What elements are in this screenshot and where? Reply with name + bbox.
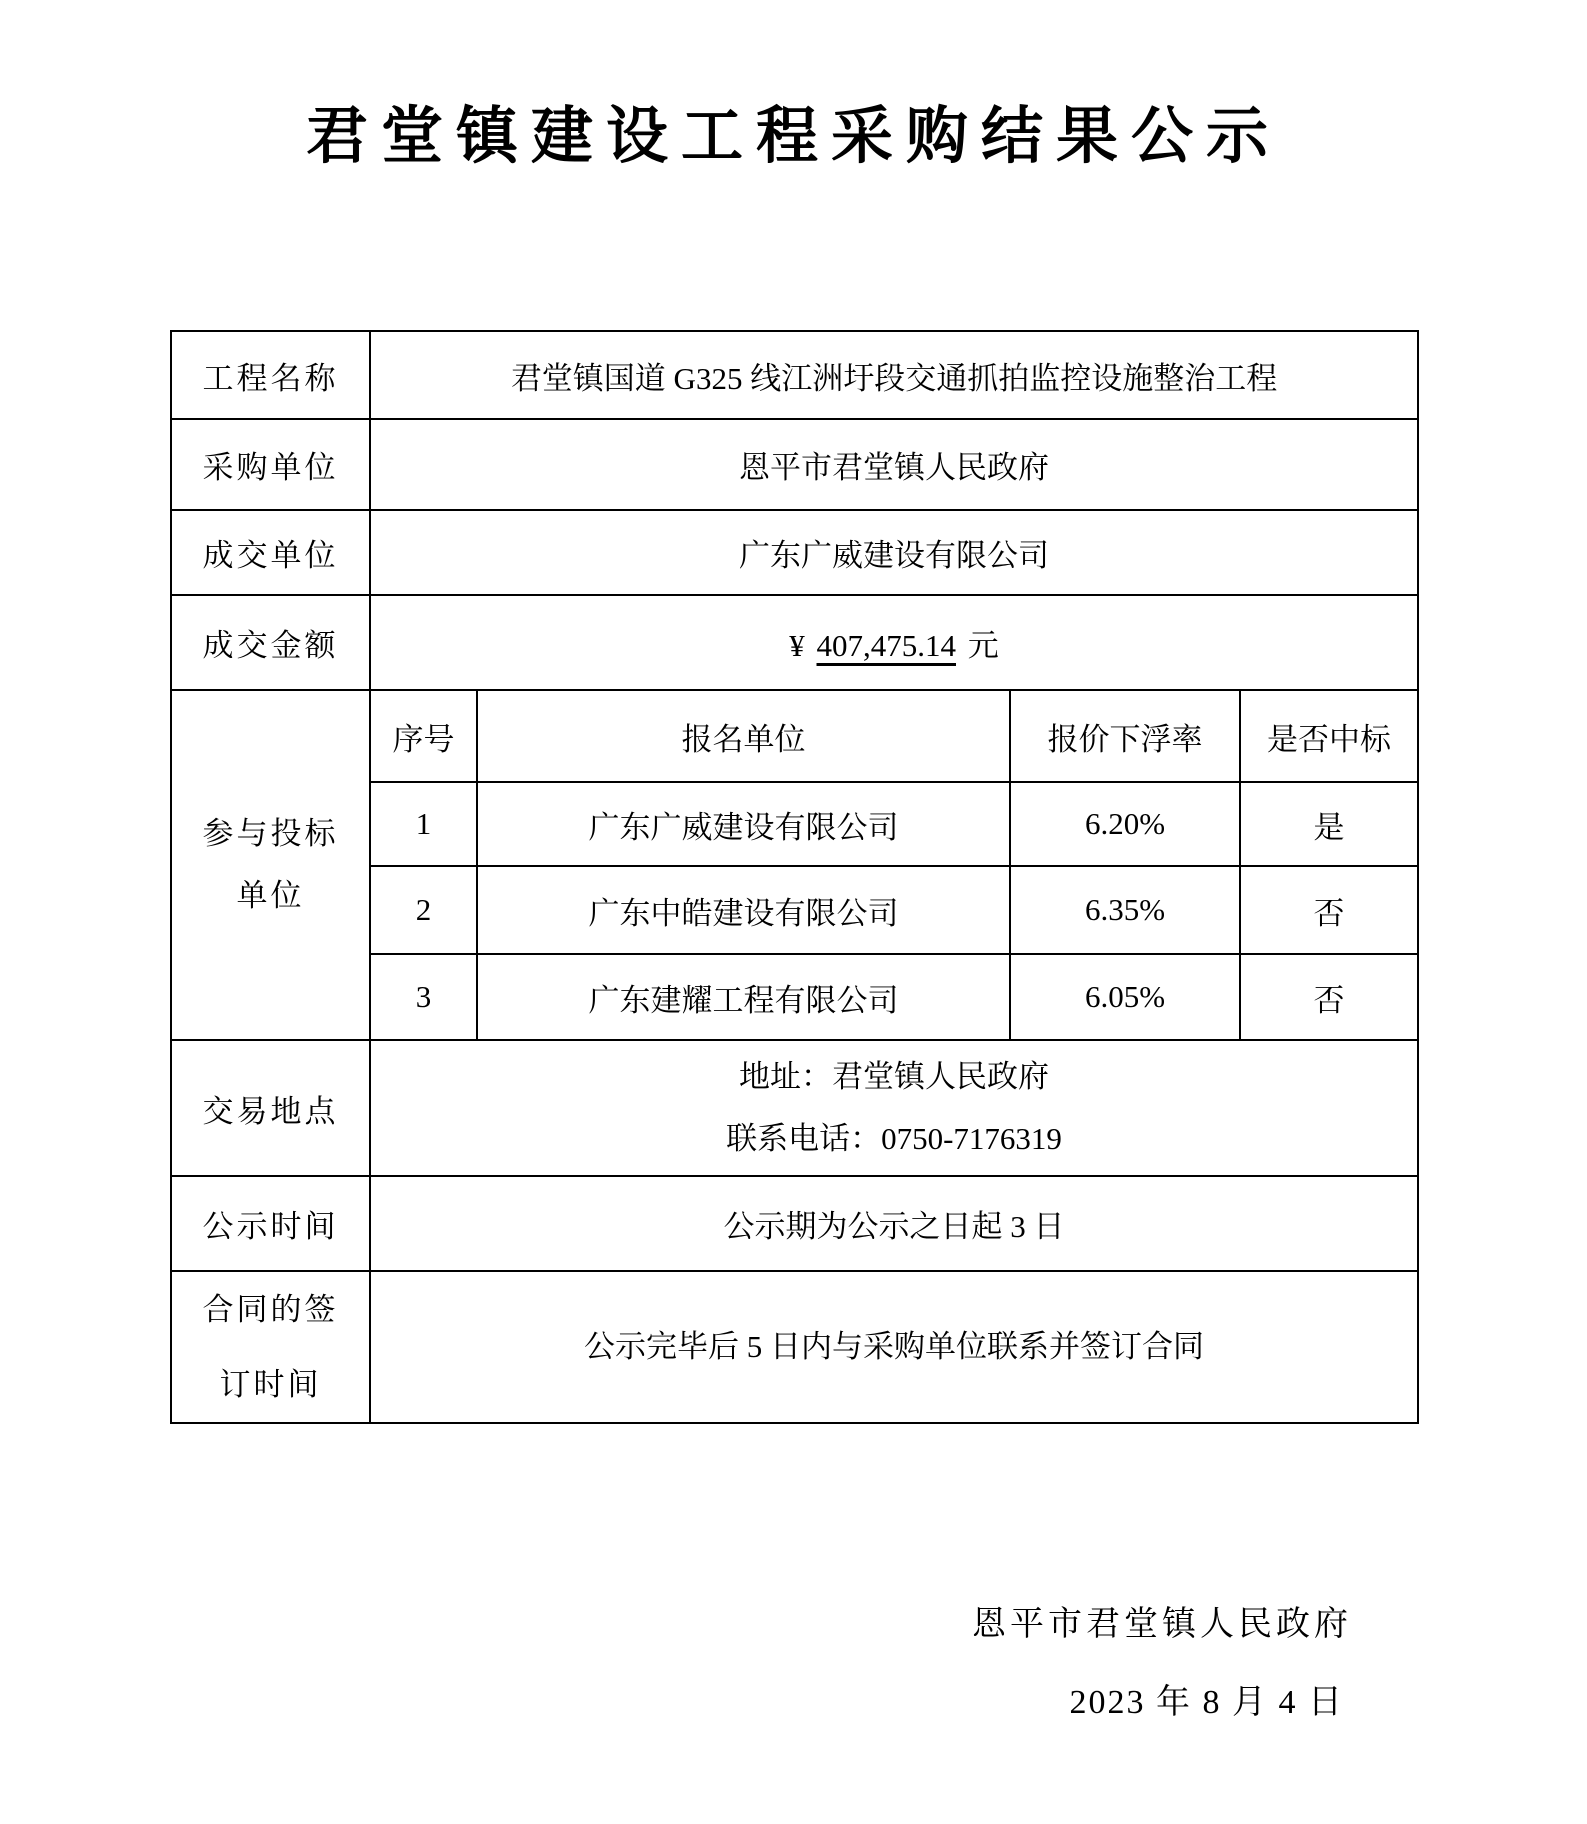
project-name-label: 工程名称: [171, 331, 370, 419]
bidders-header-won: 是否中标: [1240, 690, 1418, 782]
table-row: [171, 1271, 1418, 1423]
bidder-no: 1: [370, 782, 477, 866]
amount-value: [370, 595, 1418, 690]
procurement-result-table: [170, 330, 1419, 1424]
table-row: [171, 419, 1418, 510]
amount-number: 407,475.14: [816, 628, 956, 663]
signature-date: 2023 年 8 月 4 日: [1069, 1684, 1344, 1721]
bidder-company: 广东建耀工程有限公司: [477, 954, 1010, 1040]
contract-value: 公示完毕后 5 日内与采购单位联系并签订合同: [370, 1271, 1418, 1423]
winner-label: 成交单位: [171, 510, 370, 595]
bidder-company: 广东中皓建设有限公司: [477, 866, 1010, 954]
bidders-label: [171, 690, 370, 1040]
bidder-rate: 6.05%: [1010, 954, 1240, 1040]
location-phone: 联系电话：0750-7176319: [726, 1121, 1062, 1156]
contract-label-line1: 合同的签: [202, 1292, 339, 1327]
publicity-value: 公示期为公示之日起 3 日: [370, 1176, 1418, 1271]
bidder-no: 3: [370, 954, 477, 1040]
table-row: [171, 510, 1418, 595]
currency-symbol: ¥: [789, 628, 805, 663]
bidder-rate: 6.35%: [1010, 866, 1240, 954]
bidder-won: 否: [1240, 954, 1418, 1040]
bidder-company: 广东广威建设有限公司: [477, 782, 1010, 866]
page-title: 君堂镇建设工程采购结果公示: [305, 103, 1281, 171]
bidders-header-company: 报名单位: [477, 690, 1010, 782]
bidder-won: 是: [1240, 782, 1418, 866]
bidder-no: 2: [370, 866, 477, 954]
bidders-header-no: 序号: [370, 690, 477, 782]
table-row: [171, 331, 1418, 419]
publicity-label: 公示时间: [171, 1176, 370, 1271]
table-row: [171, 1040, 1418, 1176]
table-row: [171, 1176, 1418, 1271]
amount-label: 成交金额: [171, 595, 370, 690]
amount-unit: 元: [967, 628, 999, 663]
bidder-rate: 6.20%: [1010, 782, 1240, 866]
location-label: 交易地点: [171, 1040, 370, 1176]
bidder-won: 否: [1240, 866, 1418, 954]
bidders-header-row: [171, 690, 1418, 782]
table-row: [171, 595, 1418, 690]
contract-label-line2: 订时间: [219, 1367, 322, 1402]
purchaser-label: 采购单位: [171, 419, 370, 510]
bidders-label-line1: 参与投标: [202, 816, 339, 851]
purchaser-value: 恩平市君堂镇人民政府: [370, 419, 1418, 510]
bidders-label-line2: 单位: [236, 878, 305, 913]
winner-value: 广东广威建设有限公司: [370, 510, 1418, 595]
signature-org: 恩平市君堂镇人民政府: [972, 1606, 1352, 1643]
bidders-header-rate: 报价下浮率: [1010, 690, 1240, 782]
location-address: 地址：君堂镇人民政府: [739, 1059, 1049, 1094]
project-name-value: 君堂镇国道 G325 线江洲圩段交通抓拍监控设施整治工程: [370, 331, 1418, 419]
location-value: [370, 1040, 1418, 1176]
contract-label: [171, 1271, 370, 1423]
